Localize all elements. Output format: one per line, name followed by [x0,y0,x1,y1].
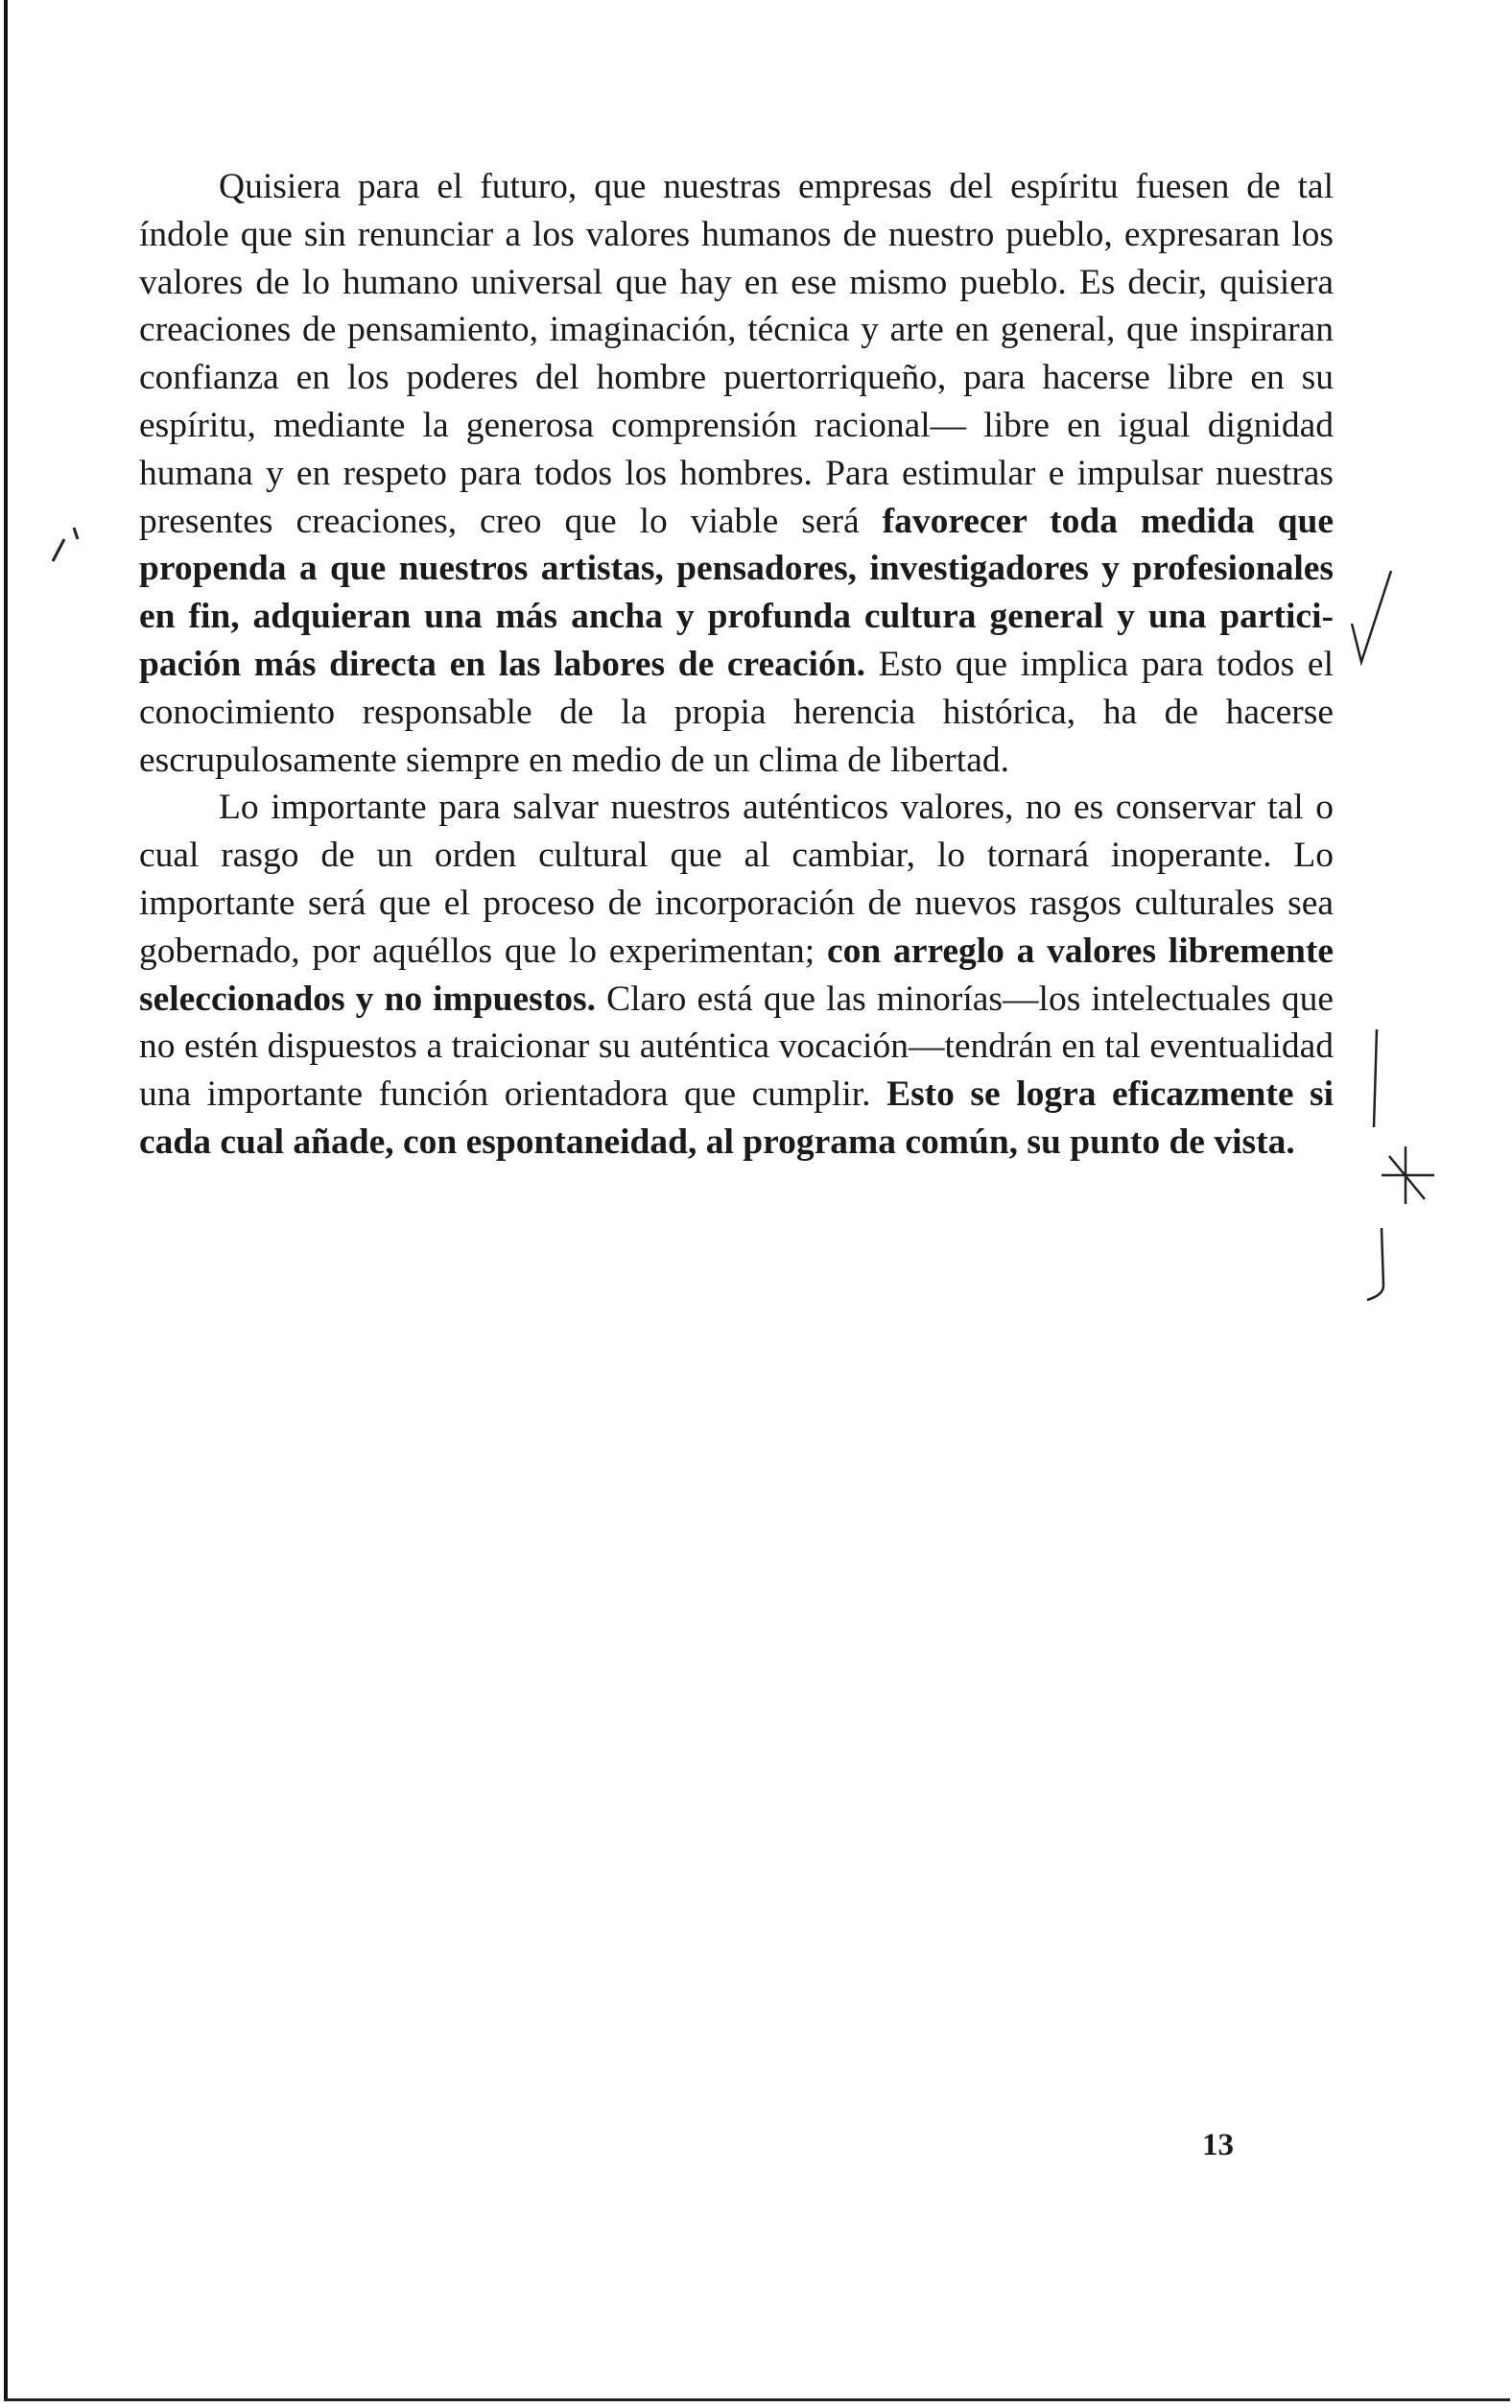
margin-tick-icon [43,518,91,566]
page-number: 13 [1202,2128,1234,2162]
margin-checkmark-icon [1348,566,1396,672]
paragraph-1 [139,163,1334,784]
paragraph-1-run-1: Quisiera para el futuro, que nuestras empresas del espíritu fuesen de tal índole que sin renunciar a los valores humanos de nuestro pueblo, expresaran los valores de lo humano universal que hay en ese mismo pueblo. Es decir, quisiera creaciones de pensamiento, imaginación, técnica y arte en general, que inspiraran confianza en los poderes del hombre puertorriqueño, para hacerse libre en su espíritu, mediante la generosa comprensión racional— libre en igual dignidad humana y en respeto para todos los hombres. Para estimular e impulsar nuestras presentes creaciones, creo que lo viable será [139,167,1334,541]
paragraph-2-run-1: Lo importante para salvar nuestros auténticos valores, no es conservar tal o cual rasgo de un orden cultural que al cambiar, lo tornará inoperante. Lo importante será que el proceso de incorporación de nuevos rasgos culturales sea gobernado, por aquéllos que lo experimentan; [139,788,1334,971]
bottom-border-line [4,2398,1510,2401]
margin-bracket-icon [1362,1022,1439,1310]
body-text [139,163,1334,1167]
left-border-line [4,0,8,2398]
paragraph-2 [139,784,1334,1166]
paragraph-1-run-3: Esto que implica para todos el conocimiento responsable de la propia herencia histórica, ha de hacerse escrupulosamente siempre en medio de un clima de libertad. [139,644,1334,780]
paragraph-2-run-3: Claro está que las minorías—los intelectuales que no estén dispuestos a traicionar su auténtica vocación—tendrán en tal eventualidad una importante función orientadora que cumplir. [139,979,1335,1115]
paragraph-2-run-2-bold: con arreglo a valores libremente seleccionados y no impuestos. [139,931,1334,1019]
paragraph-1-run-2-bold: favorecer toda medida que propenda a que nuestros artistas, pensadores, investigadores y profesionales en fin, adquieran una más ancha y profunda cultura general y una participación más directa en las labores de creación. [139,501,1334,684]
paragraph-2-run-4-bold: Esto se logra eficazmente si cada cual añade, con espontaneidad, al programa común, su punto de vista. [139,1074,1335,1162]
